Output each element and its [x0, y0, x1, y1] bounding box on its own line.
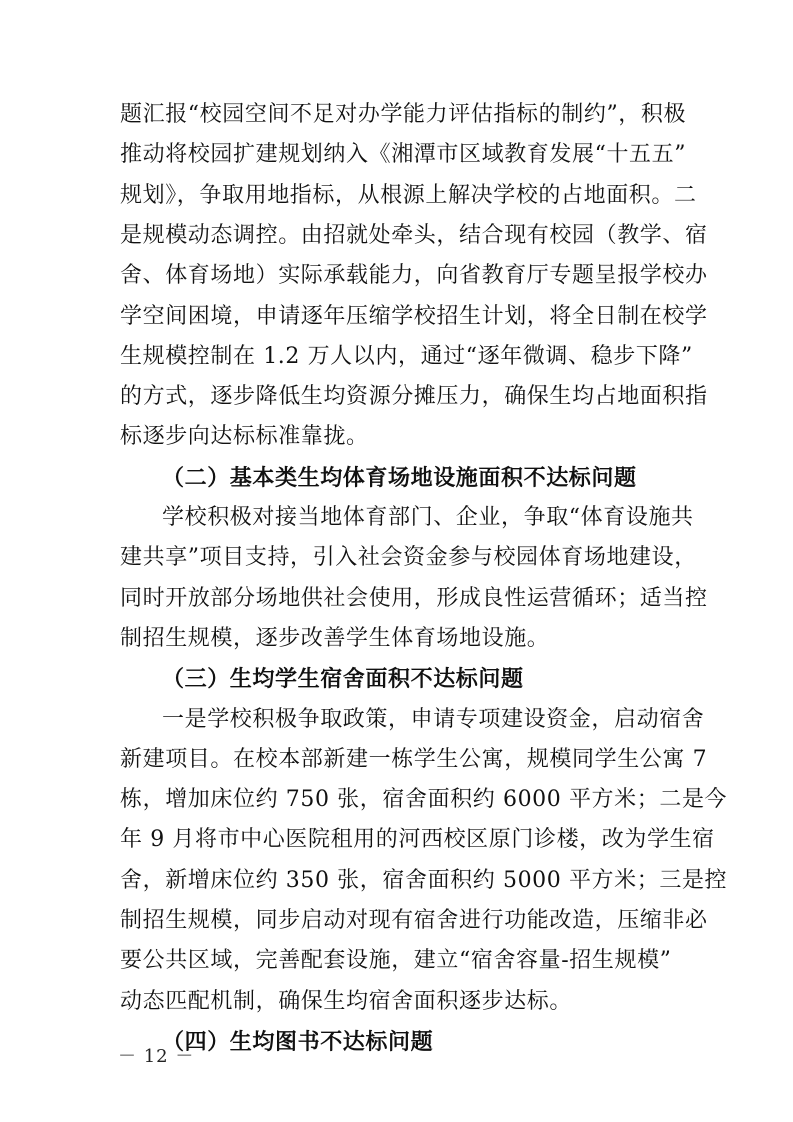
- section-heading: （二）基本类生均体育场地设施面积不达标问题: [162, 465, 637, 491]
- body-line: 同时开放部分场地供社会使用，形成良性运营循环；适当控: [120, 586, 708, 611]
- body-line: 年 9 月将市中心医院租用的河西校区原门诊楼，改为学生宿: [120, 827, 715, 852]
- body-line: 题汇报“校园空间不足对办学能力评估指标的制约”，积极: [120, 102, 687, 127]
- body-line: 一是学校积极争取政策，申请专项建设资金，启动宿舍: [162, 707, 705, 732]
- body-line: 舍，新增床位约 350 张，宿舍面积约 5000 平方米；三是控: [120, 868, 728, 893]
- body-line: 生规模控制在 1.2 万人以内，通过“逐年微调、稳步下降”: [120, 344, 693, 369]
- body-line: 新建项目。在校本部新建一栋学生公寓，规模同学生公寓 7: [120, 747, 708, 772]
- body-line: 动态匹配机制，确保生均宿舍面积逐步达标。: [120, 989, 573, 1014]
- body-line: 制招生规模，同步启动对现有宿舍进行功能改造，压缩非必: [120, 908, 708, 933]
- section-heading: （四）生均图书不达标问题: [162, 1029, 434, 1055]
- page-number: － 12 －: [118, 1046, 195, 1067]
- body-line: 建共享”项目支持，引入社会资金参与校园体育场地建设，: [120, 545, 697, 570]
- section-heading: （三）生均学生宿舍面积不达标问题: [162, 666, 524, 692]
- body-line: 舍、体育场地）实际承载能力，向省教育厅专题呈报学校办: [120, 263, 708, 288]
- body-line: 是规模动态调控。由招就处牵头，结合现有校园（教学、宿: [120, 223, 708, 248]
- body-line: 要公共区域，完善配套设施，建立“宿舍容量-招生规模”: [120, 948, 672, 973]
- body-line: 的方式，逐步降低生均资源分摊压力，确保生均占地面积指: [120, 384, 708, 409]
- body-line: 标逐步向达标标准靠拢。: [120, 424, 369, 449]
- body-line: 制招生规模，逐步改善学生体育场地设施。: [120, 626, 550, 651]
- body-line: 学校积极对接当地体育部门、企业，争取“体育设施共: [162, 505, 694, 530]
- body-line: 推动将校园扩建规划纳入《湘潭市区域教育发展“十五五”: [120, 142, 687, 167]
- body-line: 学空间困境，申请逐年压缩学校招生计划，将全日制在校学: [120, 304, 708, 329]
- body-line: 规划》，争取用地指标，从根源上解决学校的占地面积。二: [120, 183, 697, 208]
- body-line: 栋，增加床位约 750 张，宿舍面积约 6000 平方米；二是今: [120, 787, 728, 812]
